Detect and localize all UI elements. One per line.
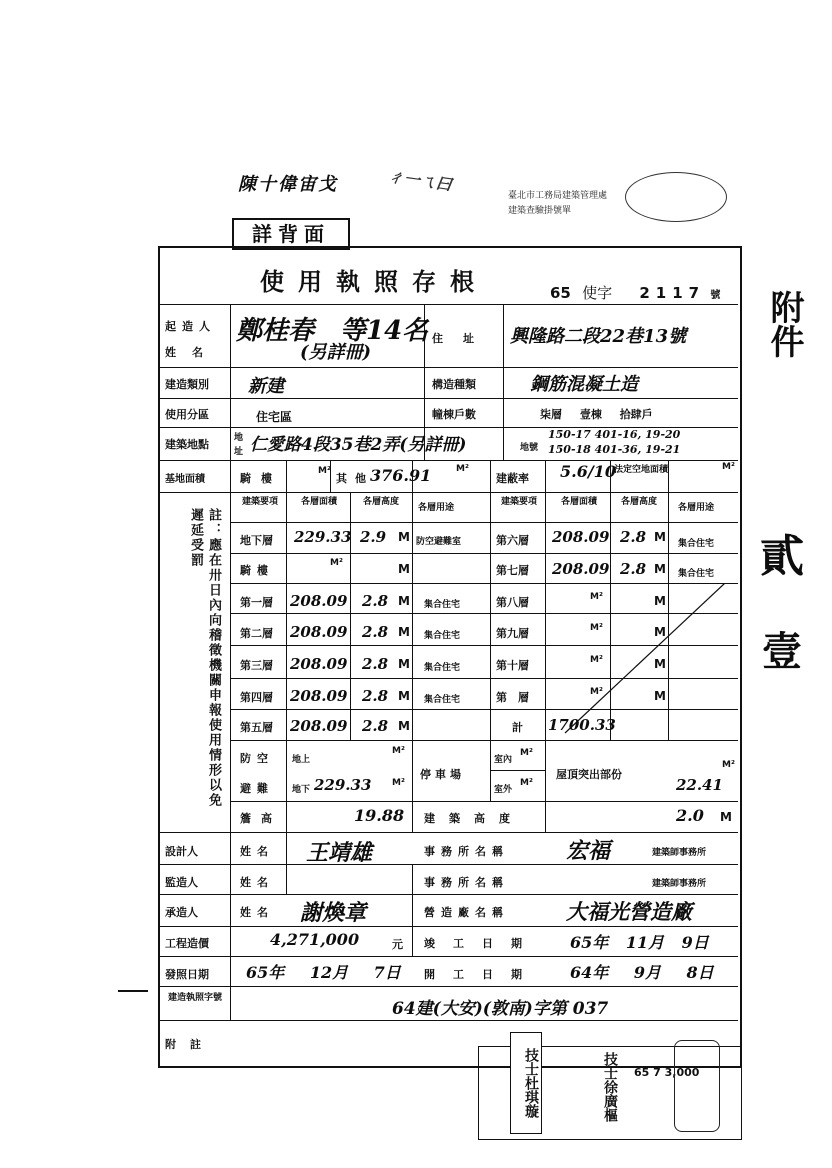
floor6-area: 208.09 bbox=[552, 528, 610, 546]
contractor-name-value: 謝煥章 bbox=[300, 900, 367, 926]
col-area-header: 各層面積 bbox=[300, 497, 337, 507]
col-height-header: 各層高度 bbox=[362, 497, 399, 507]
above-ground-unit: M² bbox=[392, 746, 405, 756]
coverage-value: 5.6/10 bbox=[560, 462, 616, 481]
supervisor-office-suffix: 建築師事務所 bbox=[652, 879, 707, 889]
rule bbox=[160, 894, 738, 895]
rule bbox=[160, 1020, 738, 1021]
round-seal bbox=[674, 1040, 720, 1132]
stamp-box-2: 技士徐廣樞 bbox=[602, 1052, 618, 1122]
floor3-height-unit: M bbox=[398, 657, 410, 671]
floor4-use: 集合住宅 bbox=[424, 695, 461, 705]
rule bbox=[490, 460, 491, 802]
site-area-value: 376.91 bbox=[370, 466, 432, 485]
floor3-label: 第三層 bbox=[240, 659, 273, 672]
builder-name-value: 鄭桂春 等14名 bbox=[236, 316, 429, 346]
rule bbox=[160, 367, 738, 368]
floor7-height: 2.8 bbox=[620, 560, 647, 578]
floor5-area: 208.09 bbox=[290, 717, 348, 735]
fee-value: 65 7 3,000 bbox=[634, 1066, 700, 1079]
other-label: 其他 bbox=[336, 472, 374, 485]
supervisor-name-label: 姓名 bbox=[240, 876, 274, 889]
issue-date-label: 發照日期 bbox=[165, 968, 209, 981]
rule bbox=[412, 864, 413, 956]
top-right-stamp-1: 臺北市工務局建築管理處 bbox=[508, 191, 608, 201]
floor10-label: 第十層 bbox=[496, 659, 529, 672]
completion-label: 竣工日期 bbox=[424, 937, 540, 950]
floor8-area-unit: M² bbox=[590, 592, 603, 602]
rule bbox=[160, 304, 738, 305]
floor8-height-unit: M bbox=[654, 594, 666, 608]
builder-name-label: 姓名 bbox=[165, 346, 219, 359]
floors-value: 柒層 bbox=[540, 408, 562, 421]
top-center-stamp: ㄔ一ㄟ曰 bbox=[386, 166, 453, 195]
contractor-label: 承造人 bbox=[165, 906, 198, 919]
floor5-label: 第五層 bbox=[240, 721, 273, 734]
floors-units-label: 幢棟戶數 bbox=[432, 408, 476, 421]
floor4-height-unit: M bbox=[398, 689, 410, 703]
eaves-height-value: 19.88 bbox=[354, 806, 405, 825]
below-ground-label: 地下 bbox=[292, 785, 311, 795]
floor3-height: 2.8 bbox=[362, 655, 389, 673]
indoor-unit: M² bbox=[520, 748, 533, 758]
rule bbox=[160, 986, 738, 987]
arcade-unit: M² bbox=[318, 466, 331, 476]
floor4-label: 第四層 bbox=[240, 691, 273, 704]
rule bbox=[230, 801, 738, 802]
units-value: 拾肆戶 bbox=[619, 408, 653, 421]
total-label: 計 bbox=[512, 721, 523, 734]
parking-label: 停車場 bbox=[420, 768, 465, 781]
floor9-area-unit: M² bbox=[590, 623, 603, 633]
left-bracket-mark bbox=[118, 990, 148, 992]
buildings-value: 壹棟 bbox=[579, 408, 602, 421]
floor2-height-unit: M bbox=[398, 625, 410, 639]
rule bbox=[160, 832, 738, 833]
contractor-name-label: 姓名 bbox=[240, 906, 274, 919]
floor4-area: 208.09 bbox=[290, 687, 348, 705]
basement-height: 2.9 bbox=[360, 528, 387, 546]
floor5-height-unit: M bbox=[398, 719, 410, 733]
oval-seal bbox=[625, 172, 727, 222]
floor1-area: 208.09 bbox=[290, 592, 348, 610]
floor6-label: 第六層 bbox=[496, 534, 529, 547]
shelter-area: 229.33 bbox=[314, 776, 372, 794]
outdoor-unit: M² bbox=[520, 778, 533, 788]
number-prefix: 65 bbox=[550, 284, 571, 302]
col-item-header: 建築要項 bbox=[241, 497, 278, 507]
issue-date-value: 65年 12月 7日 bbox=[246, 963, 401, 982]
indoor-label: 室內 bbox=[494, 755, 513, 765]
floor10-height-unit: M bbox=[654, 657, 666, 671]
completion-value: 65年 11月 9日 bbox=[570, 933, 709, 952]
basement-area: 229.33 bbox=[294, 528, 352, 546]
building-height-unit: M bbox=[720, 810, 732, 824]
building-type-value: 新建 bbox=[248, 376, 284, 397]
site-address-value: 仁愛路4段35巷2弄(另詳冊) bbox=[250, 435, 467, 455]
rule bbox=[503, 304, 504, 460]
site-area-label: 基地面積 bbox=[165, 474, 205, 485]
rule bbox=[160, 864, 738, 865]
permit-no-label: 建造執照字號 bbox=[167, 993, 222, 1003]
building-type-label: 建造類別 bbox=[165, 378, 209, 391]
site-label: 建築地點 bbox=[165, 438, 209, 451]
rule bbox=[230, 522, 738, 523]
license-number bbox=[550, 282, 720, 303]
see-reverse-box: 詳背面 bbox=[232, 218, 350, 250]
floor9-label: 第九層 bbox=[496, 627, 529, 640]
form-title: 使用執照存根 bbox=[260, 267, 488, 296]
strike-line bbox=[545, 583, 735, 743]
rule bbox=[160, 956, 738, 957]
rule bbox=[160, 398, 738, 399]
site-sub1: 地 bbox=[234, 433, 244, 443]
floor9-height-unit: M bbox=[654, 625, 666, 639]
right-margin-text-3: 壹 bbox=[762, 628, 802, 675]
shelter-unit: M² bbox=[392, 778, 405, 788]
designer-name-value: 王靖雄 bbox=[306, 840, 373, 866]
air-defense-label: 防空 bbox=[240, 752, 274, 765]
shelter-label: 避難 bbox=[240, 782, 274, 795]
number-word: 使字 bbox=[582, 284, 613, 302]
cost-value: 4,271,000 bbox=[270, 930, 360, 949]
floors-units-value bbox=[540, 406, 653, 422]
total-area: 1700.33 bbox=[548, 716, 616, 734]
col-area-header-2: 各層面積 bbox=[560, 497, 597, 507]
top-right-stamp-2: 建築查驗掛號單 bbox=[508, 206, 572, 216]
floor4-height: 2.8 bbox=[362, 687, 389, 705]
arcade-row-label: 騎樓 bbox=[240, 564, 274, 577]
structure-type-value: 鋼筋混凝土造 bbox=[530, 374, 638, 395]
above-ground-label: 地上 bbox=[292, 755, 311, 765]
designer-label: 設計人 bbox=[165, 845, 198, 858]
arcade-row-height-unit: M bbox=[398, 562, 410, 576]
supervisor-label: 監造人 bbox=[165, 876, 198, 889]
address-label: 住址 bbox=[432, 332, 494, 345]
cost-label: 工程造價 bbox=[165, 937, 209, 950]
floor1-height: 2.8 bbox=[362, 592, 389, 610]
use-zone-value: 住宅區 bbox=[256, 410, 293, 424]
roof-unit: M² bbox=[722, 760, 735, 770]
designer-office-suffix: 建築師事務所 bbox=[652, 848, 707, 858]
floor3-area: 208.09 bbox=[290, 655, 348, 673]
floor2-label: 第二層 bbox=[240, 627, 273, 640]
floor2-area: 208.09 bbox=[290, 623, 348, 641]
basement-height-unit: M bbox=[398, 530, 410, 544]
supervisor-office-label: 事務所名稱 bbox=[424, 876, 509, 889]
rule bbox=[412, 460, 413, 832]
start-date-label: 開工日期 bbox=[424, 968, 540, 981]
arcade-label: 騎樓 bbox=[240, 472, 282, 485]
structure-type-label: 構造種類 bbox=[432, 378, 476, 391]
floor6-use: 集合住宅 bbox=[678, 539, 715, 549]
floor1-use: 集合住宅 bbox=[424, 600, 461, 610]
right-margin-text-1: 附件 bbox=[764, 290, 804, 358]
address-value: 興隆路二段22巷13號 bbox=[510, 326, 687, 347]
contractor-factory-label: 營造廠名稱 bbox=[424, 906, 509, 919]
rule bbox=[230, 553, 738, 554]
builder-label: 起造人 bbox=[165, 320, 216, 333]
cost-unit: 元 bbox=[392, 938, 403, 951]
floor-n-height-unit: M bbox=[654, 689, 666, 703]
designer-office-value: 宏福 bbox=[566, 838, 611, 864]
floor7-height-unit: M bbox=[654, 562, 666, 576]
number-suffix: 號 bbox=[710, 290, 721, 301]
designer-office-label: 事務所名稱 bbox=[424, 845, 509, 858]
floor6-height-unit: M bbox=[654, 530, 666, 544]
number-value: 2117 bbox=[639, 284, 706, 302]
basement-use: 防空避難室 bbox=[416, 537, 462, 547]
col-height-header-2: 各層高度 bbox=[620, 497, 657, 507]
floor3-use: 集合住宅 bbox=[424, 663, 461, 673]
designer-name-label: 姓名 bbox=[240, 845, 274, 858]
side-note: 註：應在卅日內向稽徵機關申報使用情形以免遲延受罰 bbox=[188, 508, 221, 808]
floor-n-area-unit: M² bbox=[590, 687, 603, 697]
floor1-height-unit: M bbox=[398, 594, 410, 608]
rule bbox=[490, 770, 545, 771]
floor5-height: 2.8 bbox=[362, 717, 389, 735]
coverage-label: 建蔽率 bbox=[496, 472, 529, 485]
roof-area: 22.41 bbox=[676, 776, 723, 794]
rule bbox=[160, 460, 738, 461]
start-date-value: 64年 9月 8日 bbox=[570, 963, 714, 982]
site-lot-2: 150-18 401-36, 19-21 bbox=[548, 443, 681, 456]
floor6-height: 2.8 bbox=[620, 528, 647, 546]
use-zone-label: 使用分區 bbox=[165, 408, 209, 421]
contractor-factory-value: 大福光營造廠 bbox=[566, 899, 692, 924]
col-use-header: 各層用途 bbox=[418, 503, 455, 513]
rule bbox=[330, 460, 331, 492]
rule bbox=[286, 460, 287, 894]
arcade-row-area-unit: M² bbox=[330, 558, 343, 568]
eaves-height-label: 簷高 bbox=[240, 812, 282, 825]
legal-open-label: 法定空地面積 bbox=[614, 465, 669, 475]
site-area-unit: M² bbox=[456, 464, 469, 474]
roof-label: 屋頂突出部份 bbox=[556, 768, 622, 781]
basement-label: 地下層 bbox=[240, 534, 273, 547]
floor1-label: 第一層 bbox=[240, 596, 273, 609]
remarks-label: 附註 bbox=[165, 1038, 215, 1051]
outdoor-label: 室外 bbox=[494, 785, 513, 795]
rule bbox=[160, 492, 738, 493]
col-item-header-2: 建築要項 bbox=[500, 497, 537, 507]
floor7-use: 集合住宅 bbox=[678, 569, 715, 579]
floor-n-label: 第 層 bbox=[496, 691, 529, 704]
rule bbox=[230, 304, 231, 1020]
floor7-label: 第七層 bbox=[496, 564, 529, 577]
rule bbox=[160, 926, 738, 927]
building-height-value: 2.0 bbox=[676, 806, 704, 825]
stamp-box-1: 技士杜琪璇 bbox=[510, 1032, 542, 1134]
floor7-area: 208.09 bbox=[552, 560, 610, 578]
builder-name-note: (另詳冊) bbox=[300, 342, 372, 363]
top-left-stamp: 陳十偉宙戈 bbox=[238, 174, 338, 195]
col-use-header-2: 各層用途 bbox=[678, 503, 715, 513]
legal-open-unit: M² bbox=[722, 462, 735, 472]
site-sub2: 址 bbox=[234, 447, 244, 457]
permit-no-value: 64建(大安)(敦南)字第 037 bbox=[392, 999, 609, 1019]
building-height-label: 建築高度 bbox=[424, 812, 524, 825]
floor8-label: 第八層 bbox=[496, 596, 529, 609]
right-margin-text-2: 貳 bbox=[760, 531, 804, 582]
floor10-area-unit: M² bbox=[590, 655, 603, 665]
floor2-use: 集合住宅 bbox=[424, 631, 461, 641]
floor2-height: 2.8 bbox=[362, 623, 389, 641]
site-lot-label: 地號 bbox=[520, 443, 539, 453]
site-lot-1: 150-17 401-16, 19-20 bbox=[548, 428, 681, 441]
